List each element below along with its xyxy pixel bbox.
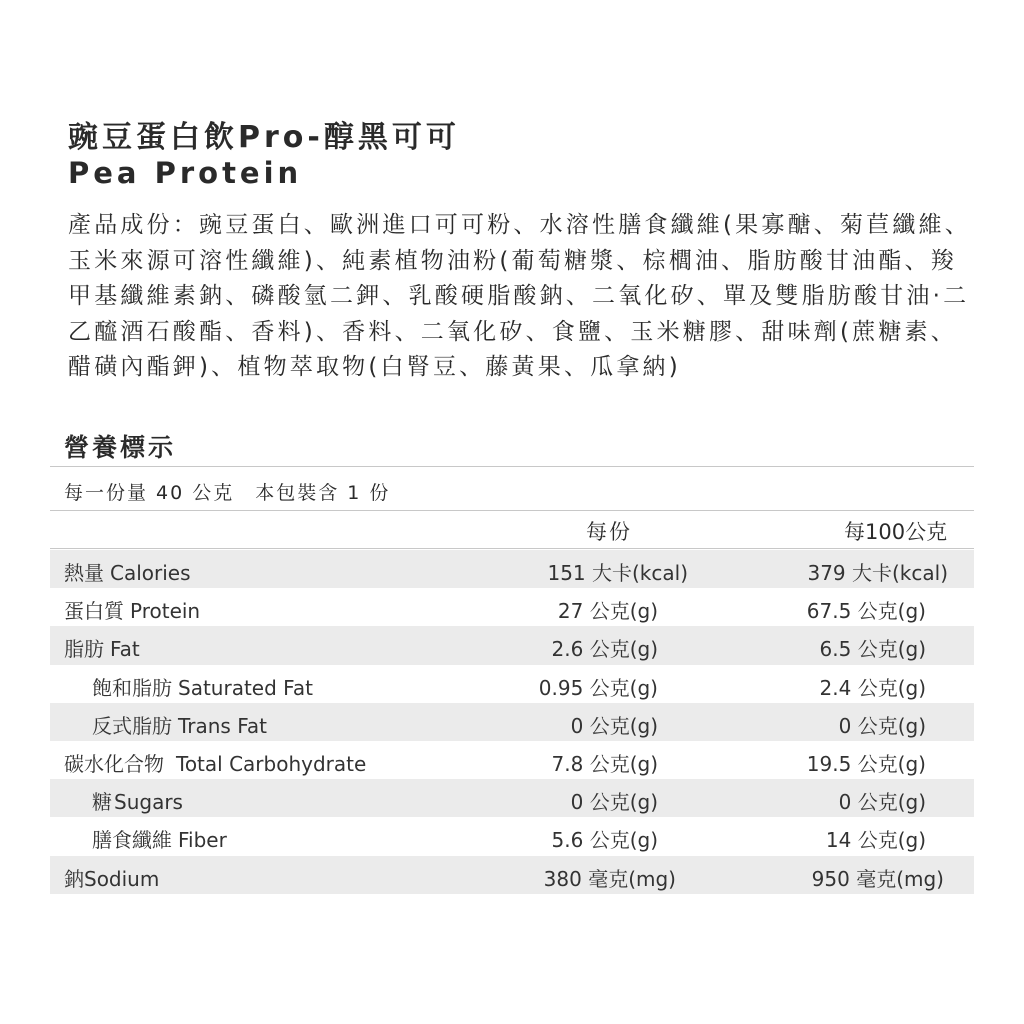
table-row [50, 856, 974, 894]
per-100g-value: 67.5 公克(g) [806, 599, 926, 624]
product-title-zh: 豌豆蛋白飲Pro-醇黑可可 [68, 120, 460, 155]
row-label: 鈉Sodium [64, 866, 160, 891]
per-100g-value: 0 公克(g) [838, 790, 926, 815]
table-row [50, 817, 974, 855]
table-row [50, 588, 974, 626]
per-serving-value: 151 大卡(kcal) [547, 561, 688, 585]
ingredients-text: 產品成份：豌豆蛋白、歐洲進口可可粉、水溶性膳食纖維(果寡醣、菊苣纖維、玉米來源可溶性纖維)、純素植物油粉(葡萄糖漿、棕櫚油、脂肪酸甘油酯、羧甲基纖維素鈉、磷酸氫二鉀、乳酸硬脂酸鈉、二氧化矽、單及雙脂肪酸甘油·二乙醯酒石酸酯、香料)、香料、二氧化矽、食鹽、玉米糖膠、甜味劑(蔗糖素、醋磺內酯鉀)、植物萃取物(白腎豆、藤黃果、瓜拿納) [68, 212, 971, 381]
table-row [50, 665, 974, 703]
per-100g-value: 2.4 公克(g) [819, 675, 926, 700]
per-100g-value: 379 大卡(kcal) [807, 561, 948, 585]
per-serving-value: 0.95 公克(g) [538, 675, 658, 700]
per-100g-value: 0 公克(g) [838, 713, 926, 738]
per-serving-value: 27 公克(g) [557, 599, 658, 624]
column-header-per-serving: 每份 [586, 520, 632, 544]
row-label: 糖 Sugars [92, 790, 183, 815]
nutrition-title: 營養標示 [64, 433, 177, 462]
row-label: 蛋白質 Protein [64, 599, 201, 624]
per-serving-value: 2.6 公克(g) [551, 637, 658, 662]
row-label: 碳水化合物 Total Carbohydrate [64, 751, 367, 776]
per-serving-value: 5.6 公克(g) [551, 828, 658, 853]
per-serving-value: 0 公克(g) [570, 790, 658, 815]
table-row [50, 703, 974, 741]
row-label: 熱量 Calories [64, 561, 191, 585]
per-serving-value: 380 毫克(mg) [543, 866, 676, 891]
table-row [50, 741, 974, 779]
divider-top [50, 466, 974, 467]
column-header-per-100g: 每100公克 [844, 520, 948, 544]
per-100g-value: 6.5 公克(g) [819, 637, 926, 662]
table-row [50, 779, 974, 817]
table-row [50, 550, 974, 588]
row-label: 脂肪 Fat [64, 637, 140, 662]
divider-serving [50, 510, 974, 511]
serving-info: 每一份量 40 公克 本包裝含 1 份 [64, 482, 391, 504]
divider-header [50, 548, 974, 549]
row-label: 飽和脂肪 Saturated Fat [92, 675, 313, 700]
per-100g-value: 14 公克(g) [825, 828, 926, 853]
row-label: 膳食纖維 Fiber [92, 828, 227, 853]
nutrition-table [50, 550, 974, 894]
per-serving-value: 0 公克(g) [570, 713, 658, 738]
per-100g-value: 19.5 公克(g) [806, 751, 926, 776]
per-100g-value: 950 毫克(mg) [811, 866, 944, 891]
table-row [50, 626, 974, 664]
per-serving-value: 7.8 公克(g) [551, 751, 658, 776]
product-title-en: Pea Protein [68, 156, 303, 190]
row-label: 反式脂肪 Trans Fat [92, 713, 267, 738]
